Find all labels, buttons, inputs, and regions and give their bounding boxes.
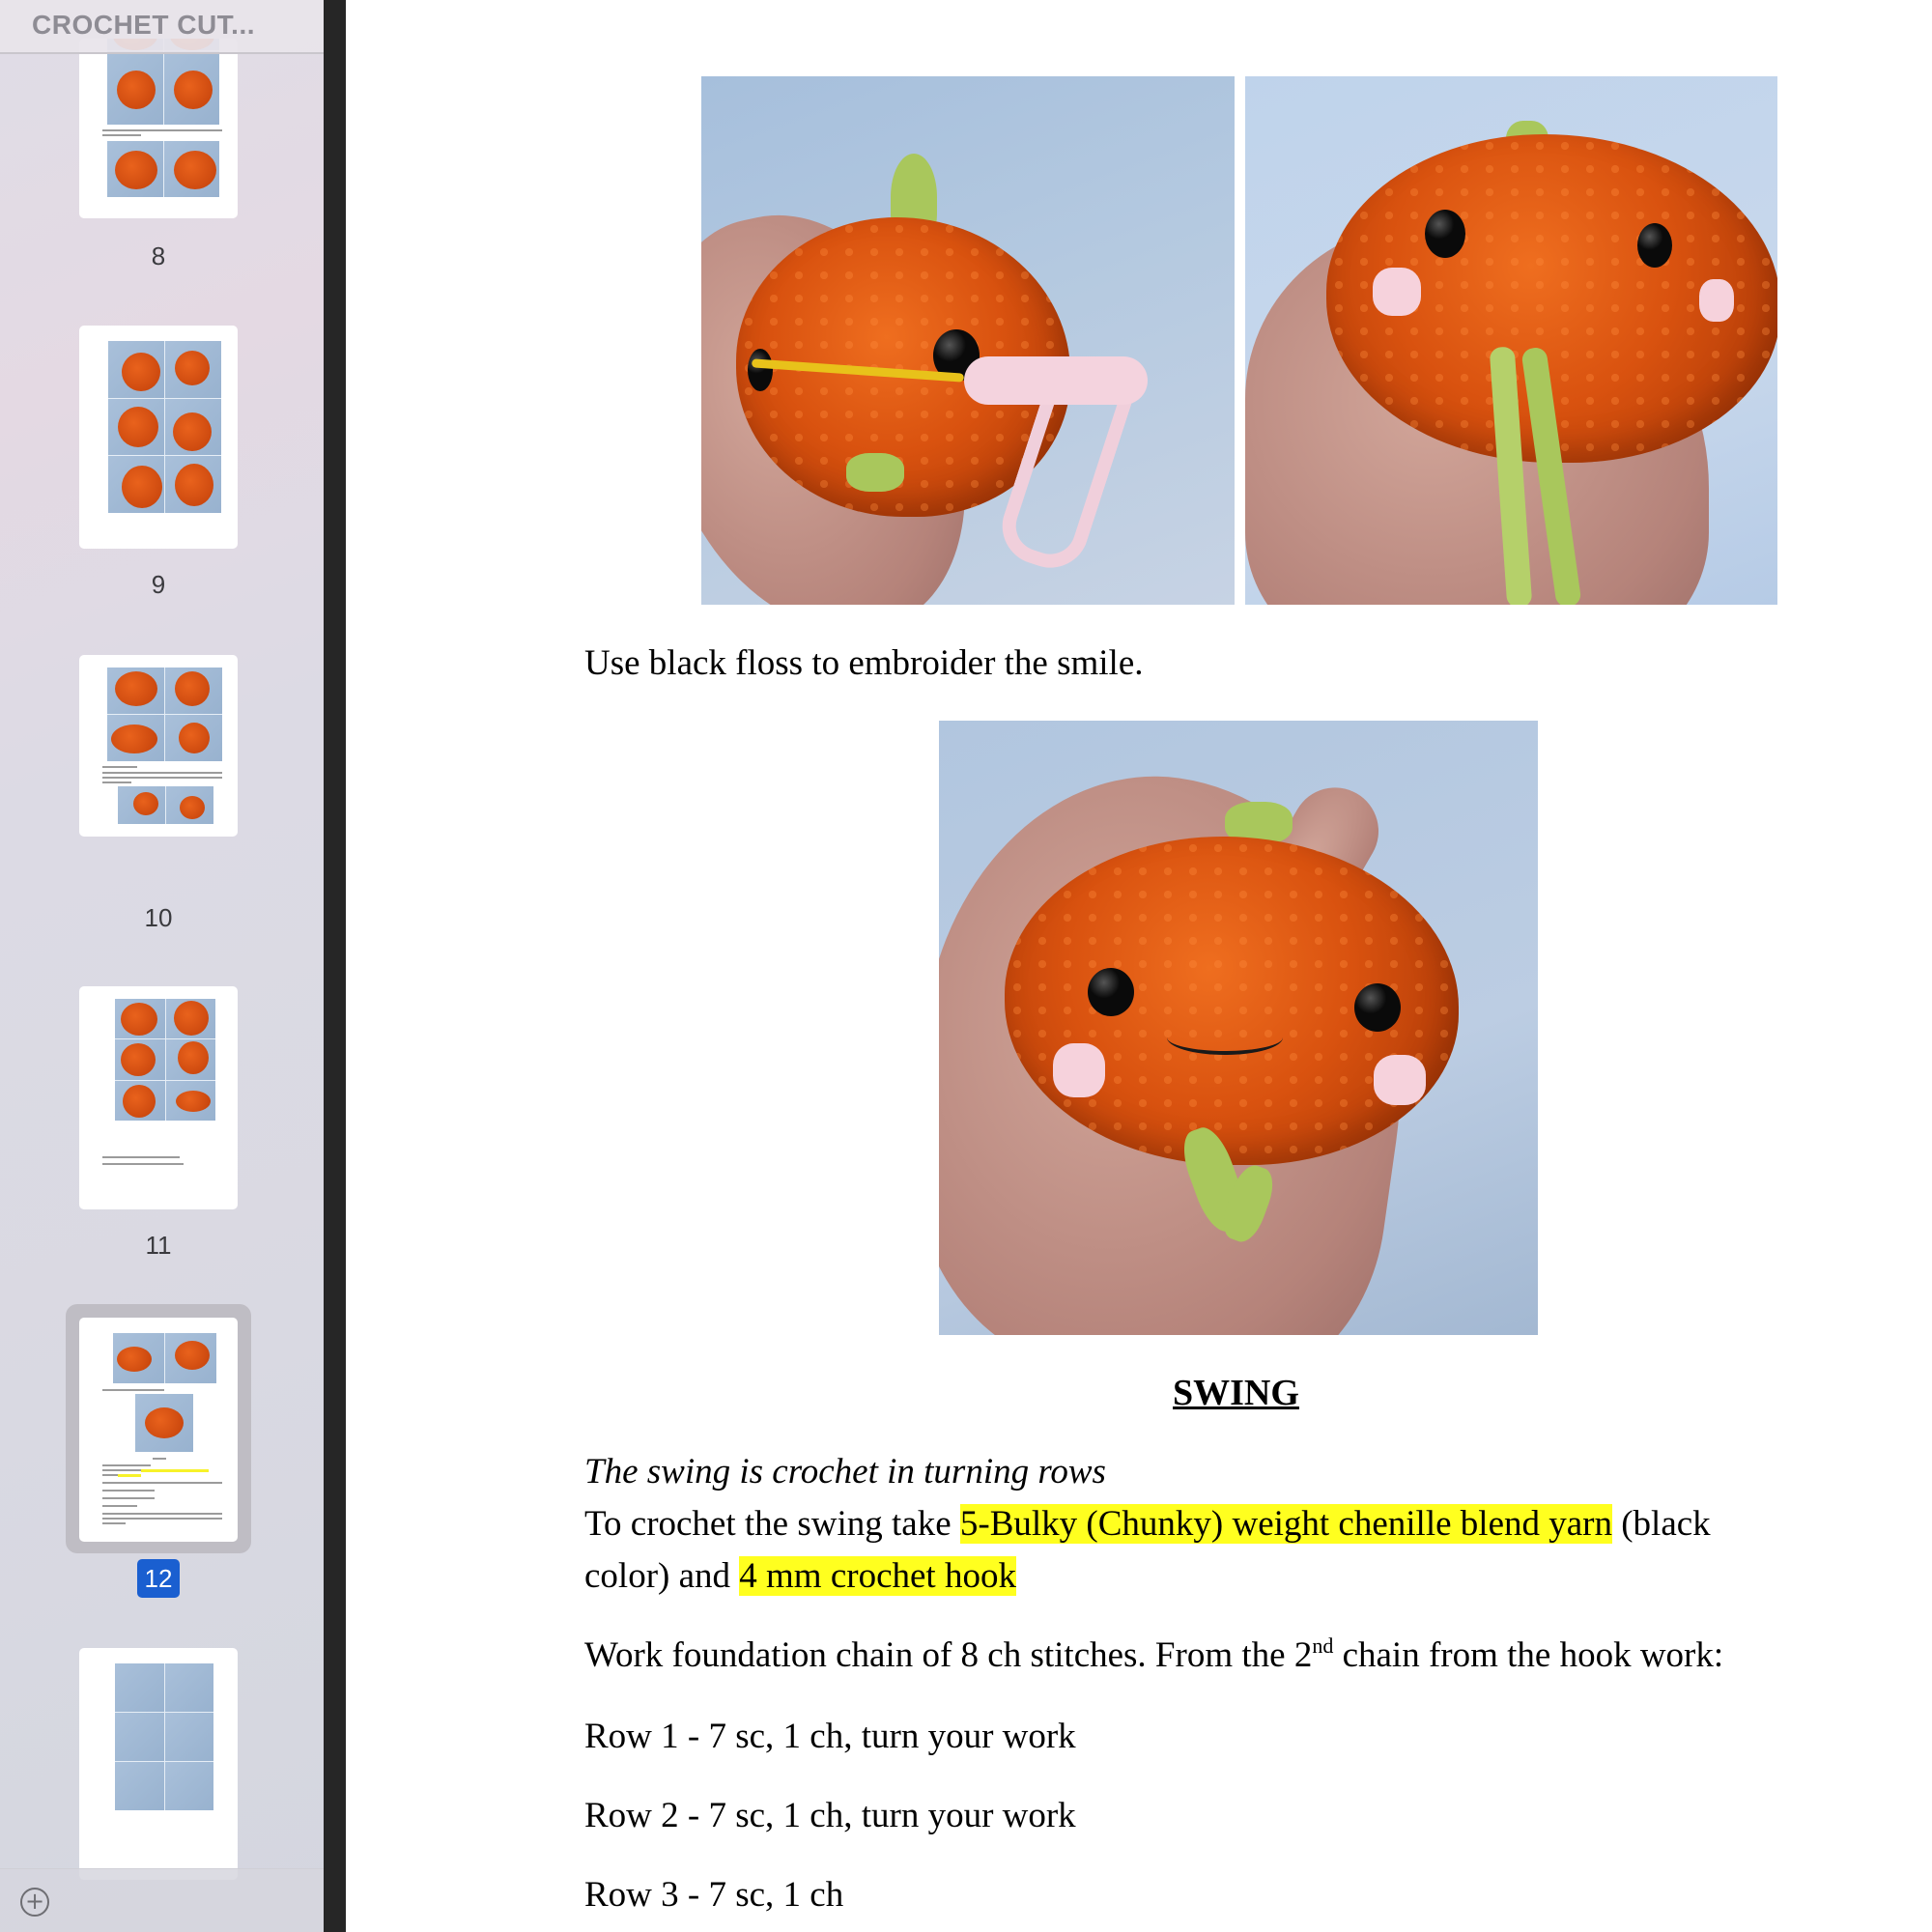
photo-pumpkin-loops (1245, 76, 1777, 605)
thumbnail-card (79, 655, 238, 837)
materials-line-2: color) and 4 mm crochet hook (584, 1556, 1016, 1596)
thumbnail-card (79, 326, 238, 549)
sidebar-header (0, 0, 324, 54)
row-2-instruction: Row 2 - 7 sc, 1 ch, turn your work (584, 1796, 1076, 1835)
document-title: CROCHET CUT... (32, 10, 255, 40)
photo-pumpkin-needle (701, 76, 1235, 605)
selected-page-badge: 12 (137, 1559, 180, 1598)
thumbnail-card (79, 39, 238, 218)
row-3-instruction: Row 3 - 7 sc, 1 ch (584, 1875, 844, 1915)
sidebar-divider[interactable] (324, 0, 346, 1932)
page-number-label: 10 (144, 903, 173, 932)
swing-intro: The swing is crochet in turning rows (584, 1452, 1106, 1492)
section-heading-swing: SWING (1173, 1373, 1299, 1413)
thumbnail-card (79, 1648, 238, 1880)
highlight-yarn: 5-Bulky (Chunky) weight chenille blend yarn (959, 1504, 1612, 1544)
thumbnail-card (79, 1318, 238, 1542)
foundation-instruction: Work foundation chain of 8 ch stitches. From the 2nd chain from the hook work: (584, 1634, 1724, 1675)
thumbnail-sidebar[interactable] (0, 0, 324, 1932)
photo-pumpkin-smile (939, 721, 1538, 1335)
row-1-instruction: Row 1 - 7 sc, 1 ch, turn your work (584, 1717, 1076, 1756)
thumbnail-card (79, 986, 238, 1209)
page-number-label: 8 (151, 242, 166, 270)
caption-smile: Use black floss to embroider the smile. (584, 643, 1144, 683)
plus-circle-icon[interactable]: + (20, 1888, 49, 1917)
page-number-label: 11 (145, 1231, 172, 1260)
materials-line-1: To crochet the swing take 5-Bulky (Chunky) weight chenille blend yarn (black (584, 1504, 1711, 1544)
page-number-label: 9 (151, 570, 166, 599)
highlight-hook: 4 mm crochet hook (739, 1556, 1016, 1596)
